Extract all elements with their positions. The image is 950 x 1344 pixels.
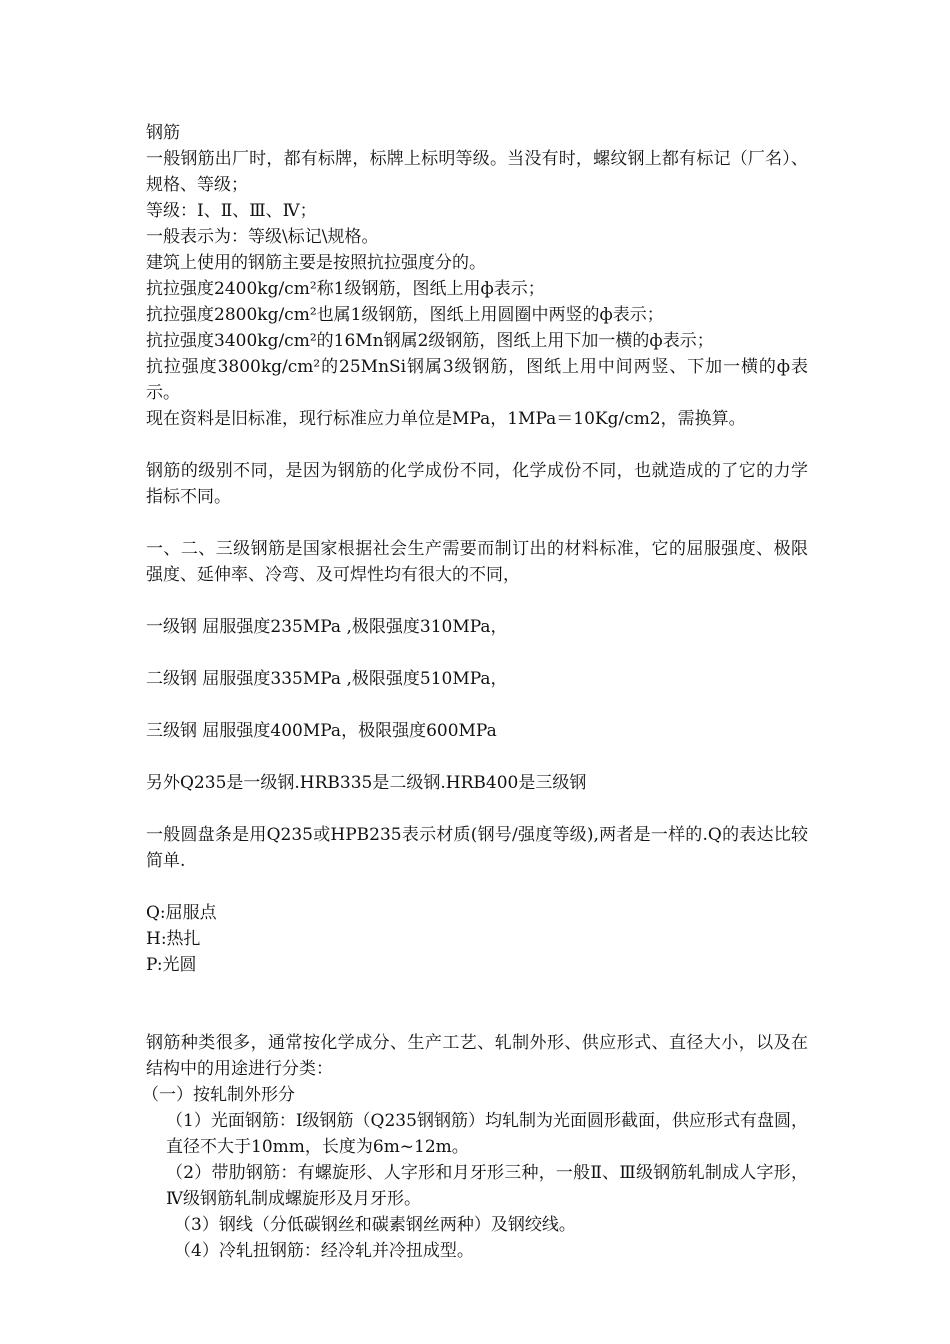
paragraph-strength-2800: 抗拉强度2800kg/cm²也属1级钢筋，图纸上用圆圈中两竖的ф表示； (146, 305, 664, 325)
paragraph-unit-note: 现在资料是旧标准，现行标准应力单位是MPa，1MPa＝10Kg/cm2，需换算。 (146, 409, 746, 429)
paragraph-q235: 另外Q235是一级钢.HRB335是二级钢.HRB400是三级钢 (146, 773, 587, 793)
paragraph-types: 钢筋种类很多，通常按化学成分、生产工艺、轧制外形、供应形式、直径大小，以及在结构中的用途进行分类： (146, 1033, 808, 1079)
spacer (146, 796, 808, 822)
paragraph-grade1: 一级钢 屈服强度235MPa ,极限强度310MPa， (146, 617, 508, 637)
spacer (146, 692, 808, 718)
paragraph-grades: 等级：Ⅰ、Ⅱ、Ⅲ、Ⅳ； (146, 201, 317, 221)
list-item-4: （4）冷轧扭钢筋：经冷轧并冷扭成型。 (174, 1241, 474, 1261)
abbreviation-p: P:光圆 (146, 955, 197, 975)
section-heading: （一）按轧制外形分 (142, 1085, 295, 1105)
abbreviation-h: H:热扎 (146, 929, 201, 949)
spacer (146, 744, 808, 770)
spacer (146, 640, 808, 666)
list-item-2: （2）带肋钢筋：有螺旋形、人字形和月牙形三种，一般Ⅱ、Ⅲ级钢筋轧制成人字形，Ⅳ级钢筋轧制成螺旋形及月牙形。 (166, 1163, 808, 1209)
paragraph-strength-3800: 抗拉强度3800kg/cm²的25MnSi钢属3级钢筋，图纸上用中间两竖、下加一横的ф表示。 (146, 357, 808, 403)
spacer (146, 432, 808, 458)
paragraph-grade3: 三级钢 屈服强度400MPa，极限强度600MPa (146, 721, 497, 741)
spacer (146, 978, 808, 1004)
paragraph-label-info: 一般钢筋出厂时，都有标牌，标牌上标明等级。当没有时，螺纹钢上都有标记（厂名）、规格、等级； (146, 149, 808, 195)
abbreviation-q: Q:屈服点 (146, 903, 217, 923)
paragraph-grade2: 二级钢 屈服强度335MPa ,极限强度510MPa， (146, 669, 508, 689)
paragraph-standards: 一、二、三级钢筋是国家根据社会生产需要而制订出的材料标准，它的屈服强度、极限强度、延伸率、冷弯、及可焊性均有很大的不同， (146, 539, 808, 585)
document-title: 钢筋 (146, 123, 180, 143)
spacer (146, 588, 808, 614)
paragraph-classification: 建筑上使用的钢筋主要是按照抗拉强度分的。 (146, 253, 486, 273)
paragraph-notation: 一般表示为：等级\标记\规格。 (146, 227, 379, 247)
paragraph-strength-2400: 抗拉强度2400kg/cm²称1级钢筋，图纸上用ф表示； (146, 279, 545, 299)
list-item-1: （1）光面钢筋：I级钢筋（Q235钢钢筋）均轧制为光面圆形截面，供应形式有盘圆，直径不大于10mm，长度为6m~12m。 (166, 1111, 808, 1157)
list-item-3: （3）钢线（分低碳钢丝和碳素钢丝两种）及钢绞线。 (174, 1215, 576, 1235)
paragraph-strength-3400: 抗拉强度3400kg/cm²的16Mn钢属2级钢筋，图纸上用下加一横的ф表示； (146, 331, 714, 351)
spacer (146, 874, 808, 900)
paragraph-coil: 一般圆盘条是用Q235或HPB235表示材质(钢号/强度等级),两者是一样的.Q的表达比较简单. (146, 825, 808, 871)
paragraph-grade-difference: 钢筋的级别不同，是因为钢筋的化学成份不同，化学成份不同，也就造成的了它的力学指标不同。 (146, 461, 808, 507)
spacer (146, 1004, 808, 1030)
document-body (142, 120, 808, 1264)
spacer (146, 510, 808, 536)
